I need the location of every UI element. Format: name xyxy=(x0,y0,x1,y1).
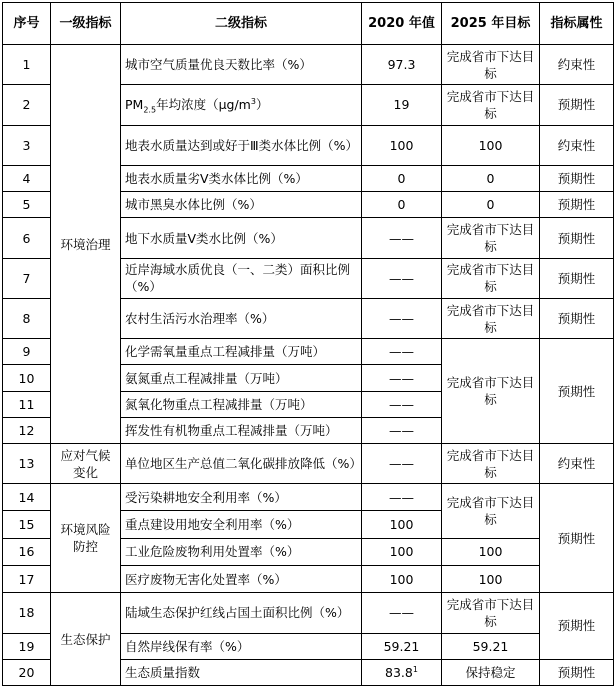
indicator-name: $PM_{2.5}$年均浓度$(\mu g/m^3)$ xyxy=(121,85,362,125)
header-level2: 二级指标 xyxy=(121,3,362,45)
value-2020: —— xyxy=(362,298,442,338)
target-2025: 0 xyxy=(442,192,540,218)
row-no: 6 xyxy=(3,218,51,258)
table-row xyxy=(3,593,614,633)
target-2025-merged: 完成省市下达目标 xyxy=(442,339,540,444)
indicator-name: 城市黑臭水体比例（%） xyxy=(121,192,362,218)
row-no: 9 xyxy=(3,339,51,365)
target-2025: 完成省市下达目标 xyxy=(442,258,540,298)
row-no: 17 xyxy=(3,566,51,593)
value-2020: —— xyxy=(362,593,442,633)
row-no: 3 xyxy=(3,125,51,165)
attribute: 预期性 xyxy=(540,218,614,258)
attribute: 预期性 xyxy=(540,298,614,338)
value-2020: 100 xyxy=(362,538,442,565)
value-2020: 100 xyxy=(362,125,442,165)
header-level1: 一级指标 xyxy=(51,3,121,45)
row-no: 5 xyxy=(3,192,51,218)
target-2025: 完成省市下达目标 xyxy=(442,444,540,484)
value-2020: 100 xyxy=(362,566,442,593)
table-row xyxy=(3,444,614,484)
row-no: 15 xyxy=(3,510,51,538)
row-no: 4 xyxy=(3,165,51,191)
indicator-name: 生态质量指数 xyxy=(121,659,362,685)
value-2020: 0 xyxy=(362,165,442,191)
row-no: 7 xyxy=(3,258,51,298)
header-attr: 指标属性 xyxy=(540,3,614,45)
indicator-name: 近岸海域水质优良（一、二类）面积比例（%） xyxy=(121,258,362,298)
category-eco: 生态保护 xyxy=(51,593,121,686)
value-2020: —— xyxy=(362,218,442,258)
attribute-merged: 预期性 xyxy=(540,593,614,660)
attribute-merged: 预期性 xyxy=(540,339,614,444)
value-2020: 83.8$^1$ xyxy=(362,659,442,685)
value-2020: —— xyxy=(362,417,442,443)
indicator-name: 自然岸线保有率（%） xyxy=(121,633,362,659)
row-no: 14 xyxy=(3,484,51,510)
row-no: 13 xyxy=(3,444,51,484)
attribute: 约束性 xyxy=(540,444,614,484)
target-2025-merged: 完成省市下达目标 xyxy=(442,484,540,538)
attribute: 约束性 xyxy=(540,45,614,85)
header-2025: 2025 年目标 xyxy=(442,3,540,45)
indicator-name: 地表水质量达到或好于Ⅲ类水体比例（%） xyxy=(121,125,362,165)
row-no: 8 xyxy=(3,298,51,338)
row-no: 20 xyxy=(3,659,51,685)
value-2020: —— xyxy=(362,258,442,298)
indicator-name: 地表水质量劣Ⅴ类水体比例（%） xyxy=(121,165,362,191)
attribute: 预期性 xyxy=(540,85,614,125)
table-row xyxy=(3,45,614,85)
target-2025: 0 xyxy=(442,165,540,191)
indicator-table xyxy=(2,2,614,686)
target-2025: 100 xyxy=(442,125,540,165)
indicator-name: 氨氮重点工程减排量（万吨） xyxy=(121,365,362,391)
value-2020: 100 xyxy=(362,510,442,538)
attribute: 约束性 xyxy=(540,125,614,165)
target-2025: 完成省市下达目标 xyxy=(442,593,540,633)
value-2020: —— xyxy=(362,339,442,365)
target-2025: 100 xyxy=(442,538,540,565)
row-no: 1 xyxy=(3,45,51,85)
row-no: 16 xyxy=(3,538,51,565)
target-2025: 完成省市下达目标 xyxy=(442,45,540,85)
value-2020: —— xyxy=(362,484,442,510)
value-2020: 59.21 xyxy=(362,633,442,659)
indicator-name: 城市空气质量优良天数比率（%） xyxy=(121,45,362,85)
target-2025: 完成省市下达目标 xyxy=(442,298,540,338)
indicator-name: 氮氧化物重点工程减排量（万吨） xyxy=(121,391,362,417)
row-no: 12 xyxy=(3,417,51,443)
target-2025: 保持稳定 xyxy=(442,659,540,685)
category-env: 环境治理 xyxy=(51,45,121,444)
target-2025: 完成省市下达目标 xyxy=(442,85,540,125)
indicator-name: 受污染耕地安全利用率（%） xyxy=(121,484,362,510)
target-2025: 100 xyxy=(442,566,540,593)
value-2020: 97.3 xyxy=(362,45,442,85)
attribute-merged: 预期性 xyxy=(540,484,614,593)
target-2025: 59.21 xyxy=(442,633,540,659)
attribute: 预期性 xyxy=(540,165,614,191)
value-2020: —— xyxy=(362,391,442,417)
target-2025: 完成省市下达目标 xyxy=(442,218,540,258)
indicator-name: 陆域生态保护红线占国土面积比例（%） xyxy=(121,593,362,633)
category-risk: 环境风险防控 xyxy=(51,484,121,593)
value-2020: 19 xyxy=(362,85,442,125)
value-2020: 0 xyxy=(362,192,442,218)
category-climate: 应对气候变化 xyxy=(51,444,121,484)
attribute: 预期性 xyxy=(540,659,614,685)
indicator-name: 医疗废物无害化处置率（%） xyxy=(121,566,362,593)
value-2020: —— xyxy=(362,365,442,391)
indicator-name: 地下水质量Ⅴ类水比例（%） xyxy=(121,218,362,258)
indicator-name: 农村生活污水治理率（%） xyxy=(121,298,362,338)
indicator-name: 单位地区生产总值二氧化碳排放降低（%） xyxy=(121,444,362,484)
row-no: 11 xyxy=(3,391,51,417)
table-row xyxy=(3,484,614,510)
header-2020: 2020 年值 xyxy=(362,3,442,45)
row-no: 10 xyxy=(3,365,51,391)
value-2020: —— xyxy=(362,444,442,484)
footnote-marker: 1 xyxy=(412,664,418,674)
attribute: 预期性 xyxy=(540,192,614,218)
row-no: 19 xyxy=(3,633,51,659)
attribute: 预期性 xyxy=(540,258,614,298)
row-no: 2 xyxy=(3,85,51,125)
indicator-name: 挥发性有机物重点工程减排量（万吨） xyxy=(121,417,362,443)
indicator-name: 工业危险废物利用处置率（%） xyxy=(121,538,362,565)
header-no: 序号 xyxy=(3,3,51,45)
indicator-name: 重点建设用地安全利用率（%） xyxy=(121,510,362,538)
row-no: 18 xyxy=(3,593,51,633)
indicator-name: 化学需氧量重点工程减排量（万吨） xyxy=(121,339,362,365)
